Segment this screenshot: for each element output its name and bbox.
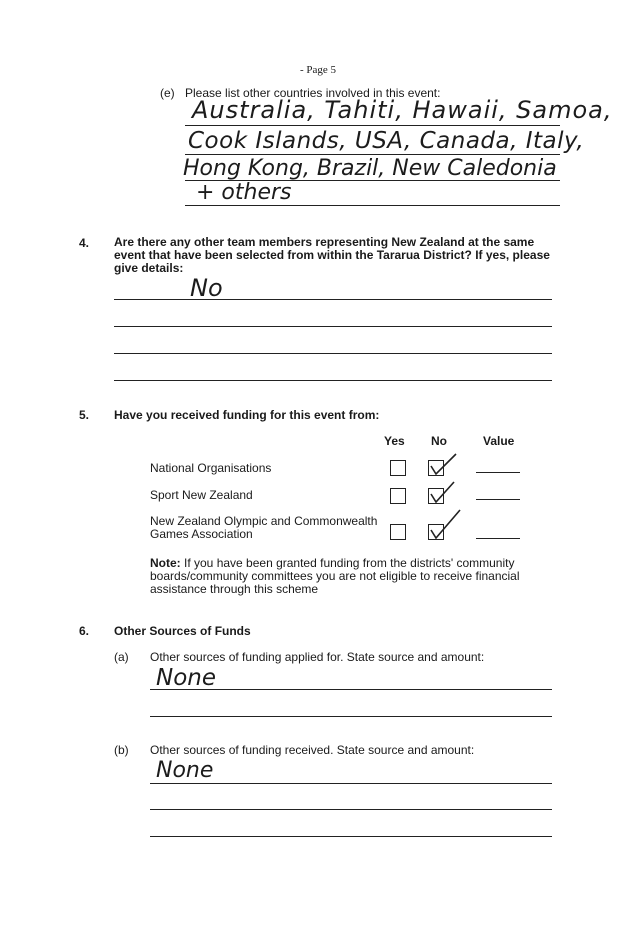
yes-checkbox[interactable] bbox=[390, 524, 406, 540]
value-line bbox=[476, 538, 520, 539]
q6a-label: (a) bbox=[114, 650, 129, 664]
answer-line bbox=[150, 689, 552, 690]
answer-line bbox=[150, 836, 552, 837]
q6a-answer: None bbox=[156, 665, 217, 691]
q4-answer: No bbox=[190, 274, 223, 302]
yes-checkbox[interactable] bbox=[390, 460, 406, 476]
q5-number: 5. bbox=[79, 408, 90, 422]
answer-line bbox=[185, 205, 560, 206]
answer-line bbox=[185, 154, 560, 155]
value-line bbox=[476, 499, 520, 500]
q6a-prompt: Other sources of funding applied for. State source and amount: bbox=[150, 650, 485, 664]
q4-question: Are there any other team members representing New Zealand at the same event that have been selected from within the Tararua District? If yes, please give details: bbox=[114, 235, 550, 275]
q6b-label: (b) bbox=[114, 743, 129, 757]
answer-line bbox=[150, 783, 552, 784]
funding-row-label: New Zealand Olympic and Commonwealth Games Association bbox=[150, 514, 378, 541]
page-header: - Page 5 bbox=[300, 64, 337, 76]
section-e-label: (e) bbox=[160, 86, 175, 100]
section-e-answer-line-3: Hong Kong, Brazil, New Caledonia bbox=[183, 156, 557, 181]
yes-checkbox[interactable] bbox=[390, 488, 406, 504]
section-e-answer-line-4: + others bbox=[196, 180, 292, 205]
answer-line bbox=[114, 326, 552, 327]
checkmark-icon bbox=[428, 452, 458, 478]
section-e-prompt: Please list other countries involved in this event: bbox=[185, 86, 441, 100]
note-text: If you have been granted funding from the districts' community boards/community committees you are not eligible to receive financial assistance through this scheme bbox=[150, 556, 520, 596]
column-yes: Yes bbox=[384, 434, 405, 448]
q5-question: Have you received funding for this event from: bbox=[114, 408, 380, 422]
column-no: No bbox=[431, 434, 447, 448]
answer-line bbox=[150, 809, 552, 810]
funding-row-label: Sport New Zealand bbox=[150, 488, 253, 502]
q6-number: 6. bbox=[79, 624, 90, 638]
section-e-answer-line-1: Australia, Tahiti, Hawaii, Samoa, bbox=[192, 96, 613, 124]
answer-line bbox=[150, 716, 552, 717]
funding-note bbox=[150, 557, 530, 596]
q4-number: 4. bbox=[79, 236, 90, 250]
note-label: Note: bbox=[150, 556, 181, 570]
answer-line bbox=[114, 380, 552, 381]
checkmark-icon bbox=[428, 508, 462, 542]
column-value: Value bbox=[483, 434, 515, 448]
answer-line bbox=[185, 125, 560, 126]
value-line bbox=[476, 472, 520, 473]
checkmark-icon bbox=[428, 480, 458, 506]
answer-line bbox=[114, 299, 552, 300]
q6-title: Other Sources of Funds bbox=[114, 624, 251, 638]
section-e-answer-line-2: Cook Islands, USA, Canada, Italy, bbox=[188, 128, 585, 154]
funding-row-label: National Organisations bbox=[150, 461, 272, 475]
q6b-answer: None bbox=[156, 758, 214, 783]
q6b-prompt: Other sources of funding received. State source and amount: bbox=[150, 743, 475, 757]
answer-line bbox=[114, 353, 552, 354]
